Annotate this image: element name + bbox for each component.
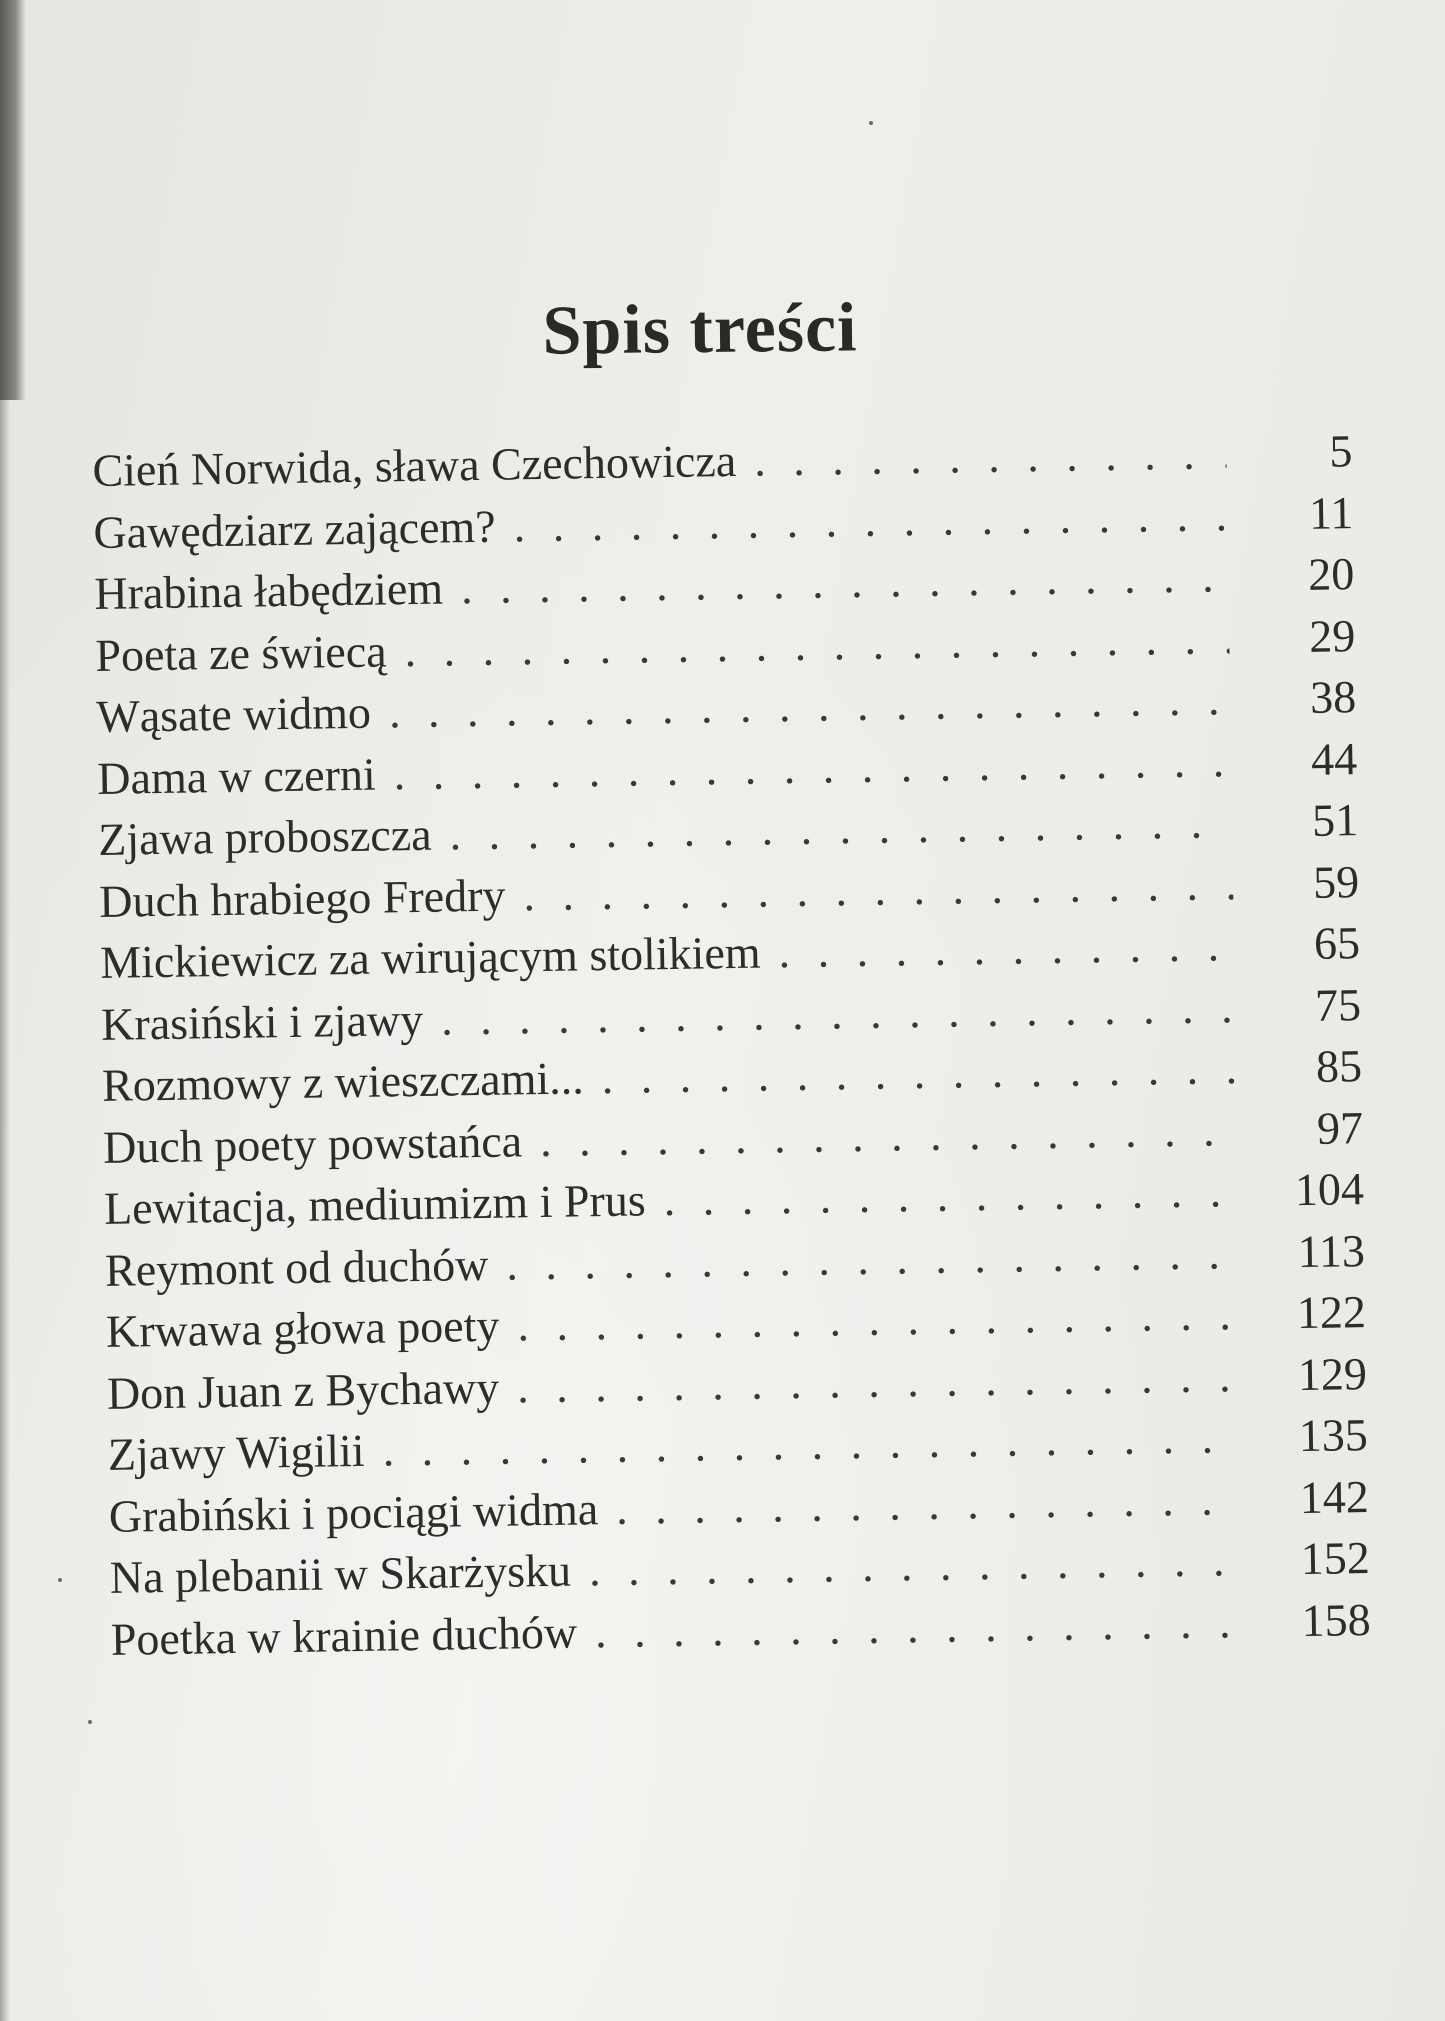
toc-entry-page: 59 — [1312, 855, 1360, 908]
page-edge-shadow — [0, 400, 10, 2021]
toc-entry-title: Hrabina łabędziem — [94, 562, 444, 619]
paper-speck — [869, 121, 873, 125]
toc-entry-page: 122 — [1296, 1286, 1367, 1339]
dot-leader — [754, 422, 1227, 491]
toc-entry-title: Dama w czerni — [96, 748, 377, 804]
dot-leader — [595, 1591, 1246, 1663]
paper-speck — [58, 1578, 62, 1582]
toc-entry-page: 65 — [1313, 917, 1361, 969]
toc-entry-title: Grabiński i pociągi widma — [108, 1482, 599, 1542]
dot-leader — [540, 1099, 1238, 1171]
toc-entry-page: 135 — [1298, 1409, 1369, 1462]
toc-entry-title: Wąsate widmo — [95, 686, 372, 742]
toc-entry-title: Na plebanii w Skarżysku — [109, 1544, 572, 1603]
paper-speck — [88, 1720, 92, 1724]
toc-entry-page: 129 — [1297, 1347, 1368, 1400]
toc-entry-title: Krasiński i zjawy — [100, 993, 424, 1050]
toc-entry-title: Zjawa proboszcza — [97, 808, 432, 865]
toc-entry-title: Lewitacja, mediumizm i Prus — [103, 1174, 647, 1234]
toc-entry-title: Rozmowy z wieszczami... — [101, 1052, 585, 1111]
dot-leader — [523, 853, 1234, 926]
toc-entry-title: Gawędziarz zającem? — [93, 500, 496, 558]
toc-entry-page: 75 — [1314, 978, 1362, 1031]
toc-entry-page: 104 — [1294, 1163, 1365, 1216]
toc-entry-page: 142 — [1299, 1470, 1370, 1523]
toc-entry-title: Zjawy Wigilii — [107, 1424, 365, 1480]
toc-entry-page: 158 — [1301, 1593, 1372, 1646]
toc-entry-page: 5 — [1328, 425, 1353, 477]
dot-leader — [517, 1345, 1242, 1418]
page-title: Spis treści — [542, 289, 858, 370]
dot-leader — [589, 1529, 1245, 1601]
toc-entry-page: 85 — [1315, 1040, 1363, 1092]
toc-entry-page: 20 — [1307, 548, 1355, 600]
dot-leader — [616, 1468, 1244, 1539]
toc-entry-title: Duch hrabiego Fredry — [98, 869, 506, 927]
toc-entry-page: 44 — [1310, 732, 1358, 785]
toc-entry-title: Poetka w krainie duchów — [110, 1606, 578, 1665]
toc-entry-page: 51 — [1311, 794, 1359, 846]
dot-leader — [778, 914, 1235, 983]
toc-entry-title: Krwawa głowa poety — [105, 1299, 500, 1357]
toc-entry-title: Poeta ze świecą — [94, 624, 387, 681]
toc-entry-page: 152 — [1300, 1532, 1371, 1585]
table-of-contents — [92, 420, 1371, 1670]
toc-entry-title: Reymont od duchów — [104, 1238, 489, 1296]
toc-entry-title: Cień Norwida, sława Czechowicza — [92, 434, 737, 496]
toc-entry-page: 29 — [1308, 609, 1356, 662]
toc-entry-page: 113 — [1297, 1224, 1366, 1277]
dot-leader — [517, 1283, 1240, 1356]
dot-leader — [663, 1160, 1238, 1231]
toc-entry-title: Don Juan z Bychawy — [106, 1361, 500, 1419]
toc-entry-title: Duch poety powstańca — [102, 1114, 523, 1173]
toc-entry-page: 97 — [1316, 1101, 1364, 1154]
dot-leader — [513, 484, 1228, 557]
toc-entry-title: Mickiewicz za wirującym stolikiem — [99, 926, 761, 988]
dot-leader — [506, 1222, 1240, 1295]
toc-entry-page: 38 — [1309, 671, 1357, 723]
toc-entry-page: 11 — [1308, 486, 1354, 539]
dot-leader — [601, 1037, 1236, 1108]
